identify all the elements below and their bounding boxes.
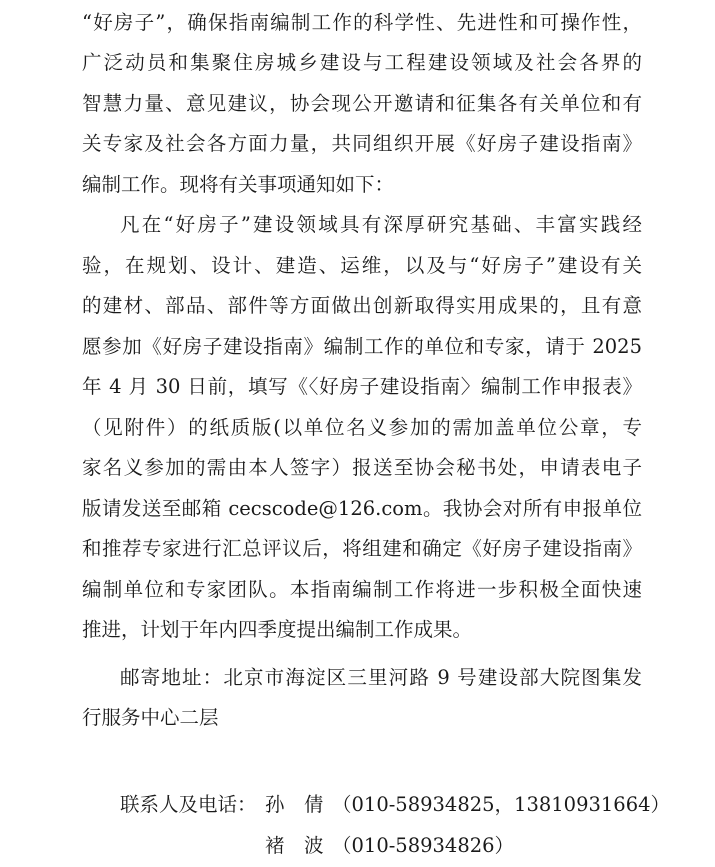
contact-person-name: 褚 波 — [265, 834, 324, 857]
paragraph-line: 广泛动员和集聚住房城乡建设与工程建设领域及社会各界的 — [82, 51, 642, 74]
mailing-address-line: 行服务中心二层 — [82, 706, 219, 729]
paragraph-line: 关专家及社会各方面力量，共同组织开展《好房子建设指南》 — [82, 132, 642, 155]
paragraph-line: 推进，计划于年内四季度提出编制工作成果。 — [82, 618, 473, 641]
paragraph-line: 验，在规划、设计、建造、运维，以及与“好房子”建设有关 — [82, 254, 642, 277]
contact-person-name: 孙 倩 — [265, 793, 324, 816]
contact-label: 联系人及电话： — [120, 793, 257, 816]
paragraph-line: 家名义参加的需由本人签字）报送至协会秘书处，申请表电子 — [82, 456, 642, 479]
paragraph-line: 的建材、部品、部件等方面做出创新取得实用成果的，且有意 — [82, 294, 642, 317]
paragraph-line: 年 4 月 30 日前，填写《〈好房子建设指南〉编制工作申报表》 — [82, 375, 642, 398]
contact-phone: （010-58934826） — [332, 834, 515, 857]
contact-phone: （010-58934825，13810931664） — [332, 793, 671, 816]
paragraph-line: （见附件）的纸质版(以单位名义参加的需加盖单位公章，专 — [82, 416, 642, 439]
paragraph-line: 编制工作。现将有关事项通知如下： — [82, 173, 395, 196]
paragraph-line: 凡在“好房子”建设领域具有深厚研究基础、丰富实践经 — [120, 213, 642, 236]
paragraph-line: 版请发送至邮箱 cecscode@126.com。我协会对所有申报单位 — [82, 497, 642, 520]
paragraph-line: 愿参加《好房子建设指南》编制工作的单位和专家，请于 2025 — [82, 335, 642, 358]
paragraph-line: 智慧力量、意见建议，协会现公开邀请和征集各有关单位和有 — [82, 92, 642, 115]
paragraph-line: “好房子”，确保指南编制工作的科学性、先进性和可操作性， — [82, 11, 642, 34]
paragraph-line: 和推荐专家进行汇总评议后，将组建和确定《好房子建设指南》 — [82, 537, 642, 560]
mailing-address-line: 邮寄地址：北京市海淀区三里河路 9 号建设部大院图集发 — [120, 666, 642, 689]
paragraph-line: 编制单位和专家团队。本指南编制工作将进一步积极全面快速 — [82, 578, 642, 601]
